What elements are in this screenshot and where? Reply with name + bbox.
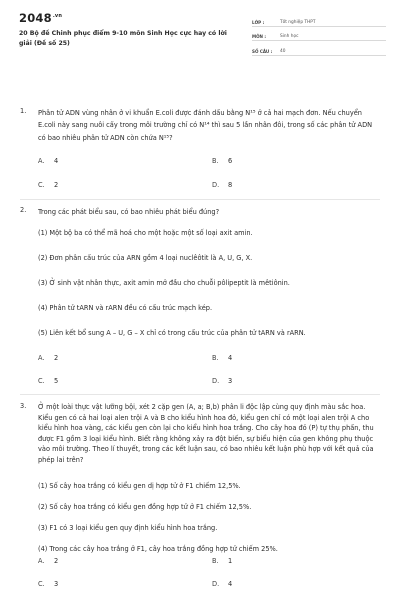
question-divider: [20, 199, 380, 200]
meta-value: 40: [280, 48, 286, 54]
option-value: 2: [54, 181, 59, 189]
statement: (1) Một bộ ba có thể mã hoá cho một hoặc một số loại axit amin.: [38, 229, 253, 237]
option-a[interactable]: [38, 354, 58, 362]
option-value: 1: [228, 557, 233, 565]
statement: (3) Ở sinh vật nhân thực, axit amin mở đầu cho chuỗi pôlipeptit là mêtiônin.: [38, 279, 290, 287]
option-d[interactable]: [212, 580, 232, 588]
option-letter: A.: [38, 354, 45, 362]
option-value: 4: [54, 157, 59, 165]
question-number: 3.: [20, 402, 27, 410]
option-value: 3: [228, 377, 233, 385]
option-letter: B.: [212, 354, 219, 362]
question-text: Ở một loài thực vật lưỡng bội, xét 2 cặp gen (A, a; B,b) phân li độc lập cùng quy định màu sắc hoa. Kiểu gen có cả hai loại alen trội A và B cho kiểu hình hoa đỏ, kiểu gen chỉ có một loại alen trội A cho kiểu hình hoa vàng, các kiểu gen còn lại cho kiểu hình hoa trắng. Cho cây hoa đỏ (P) tự thụ phấn, thu được F1 gồm 3 loại kiểu hình. Biết rằng không xảy ra đột biến, sự biểu hiện của gen không phụ thuộc vào môi trường. Theo lí thuyết, trong các kết luận sau, có bao nhiêu kết luận phù hợp với kết quả của phép lai trên?: [38, 403, 374, 464]
option-value: 3: [54, 580, 59, 588]
option-value: 5: [54, 377, 59, 385]
question-text: Phân tử ADN vùng nhân ở vi khuẩn E.coli được đánh dấu bằng N¹⁵ ở cả hai mạch đơn. Nếu chuyển E.coli này sang nuôi cấy trong môi trường chỉ có N¹⁴ thì sau 5 lần nhân đôi, trong số các phân tử ADN có bao nhiêu phân tử ADN còn chứa N¹⁵?: [38, 109, 373, 142]
option-letter: A.: [38, 157, 45, 165]
option-letter: B.: [212, 557, 219, 565]
question-3: [20, 402, 380, 553]
option-letter: D.: [212, 181, 220, 189]
meta-label: LỚP :: [252, 19, 265, 25]
option-letter: C.: [38, 580, 45, 588]
option-value: 2: [54, 557, 59, 565]
option-value: 4: [228, 580, 233, 588]
option-value: 4: [228, 354, 233, 362]
option-letter: C.: [38, 377, 45, 385]
option-letter: C.: [38, 181, 45, 189]
statement: (5) Liên kết bổ sung A – U, G – X chỉ có trong cấu trúc của phân tử tARN và rARN.: [38, 329, 306, 337]
option-letter: D.: [212, 377, 220, 385]
meta-value: Sinh học: [280, 34, 299, 39]
option-b[interactable]: [212, 354, 232, 362]
question-1: [20, 107, 380, 144]
option-letter: A.: [38, 557, 45, 565]
option-value: 6: [228, 157, 233, 165]
question-divider: [20, 394, 380, 395]
option-value: 2: [54, 354, 59, 362]
option-d[interactable]: [212, 377, 232, 385]
statement: (3) F1 có 3 loại kiểu gen quy định kiểu hình hoa trắng.: [38, 524, 218, 532]
option-b[interactable]: [212, 157, 232, 165]
option-d[interactable]: [212, 181, 232, 189]
statement: (4) Phân tử tARN và rARN đều có cấu trúc mạch kép.: [38, 304, 213, 312]
option-value: 8: [228, 181, 233, 189]
option-b[interactable]: [212, 557, 232, 565]
option-c[interactable]: [38, 580, 58, 588]
option-letter: B.: [212, 157, 219, 165]
question-text: Trong các phát biểu sau, có bao nhiêu phát biểu đúng?: [38, 208, 220, 216]
meta-label: MÔN :: [252, 34, 267, 39]
statement: (4) Trong các cây hoa trắng ở F1, cây hoa trắng đồng hợp tử chiếm 25%.: [38, 545, 278, 553]
option-a[interactable]: [38, 557, 58, 565]
logo-text: 2048: [19, 11, 52, 25]
statement: (1) Số cây hoa trắng có kiểu gen dị hợp tử ở F1 chiếm 12,5%.: [38, 482, 241, 490]
logo-suffix: .vn: [52, 13, 63, 19]
meta-label: SỐ CÂU :: [252, 48, 273, 54]
option-c[interactable]: [38, 377, 58, 385]
document-title: 20 Bộ đề Chinh phục điểm 9-10 môn Sinh Học cực hay có lời giải (Đề số 25): [19, 30, 227, 47]
question-number: 1.: [20, 107, 27, 115]
option-c[interactable]: [38, 181, 58, 189]
statement: (2) Đơn phân cấu trúc của ARN gồm 4 loại nuclêôtit là A, U, G, X.: [38, 254, 253, 262]
question-number: 2.: [20, 206, 27, 214]
statement: (2) Số cây hoa trắng có kiểu gen đồng hợp tử ở F1 chiếm 12,5%.: [38, 503, 252, 511]
question-2: [20, 206, 380, 337]
option-letter: D.: [212, 580, 220, 588]
option-a[interactable]: [38, 157, 58, 165]
meta-value: Tốt nghiệp THPT: [280, 19, 316, 25]
